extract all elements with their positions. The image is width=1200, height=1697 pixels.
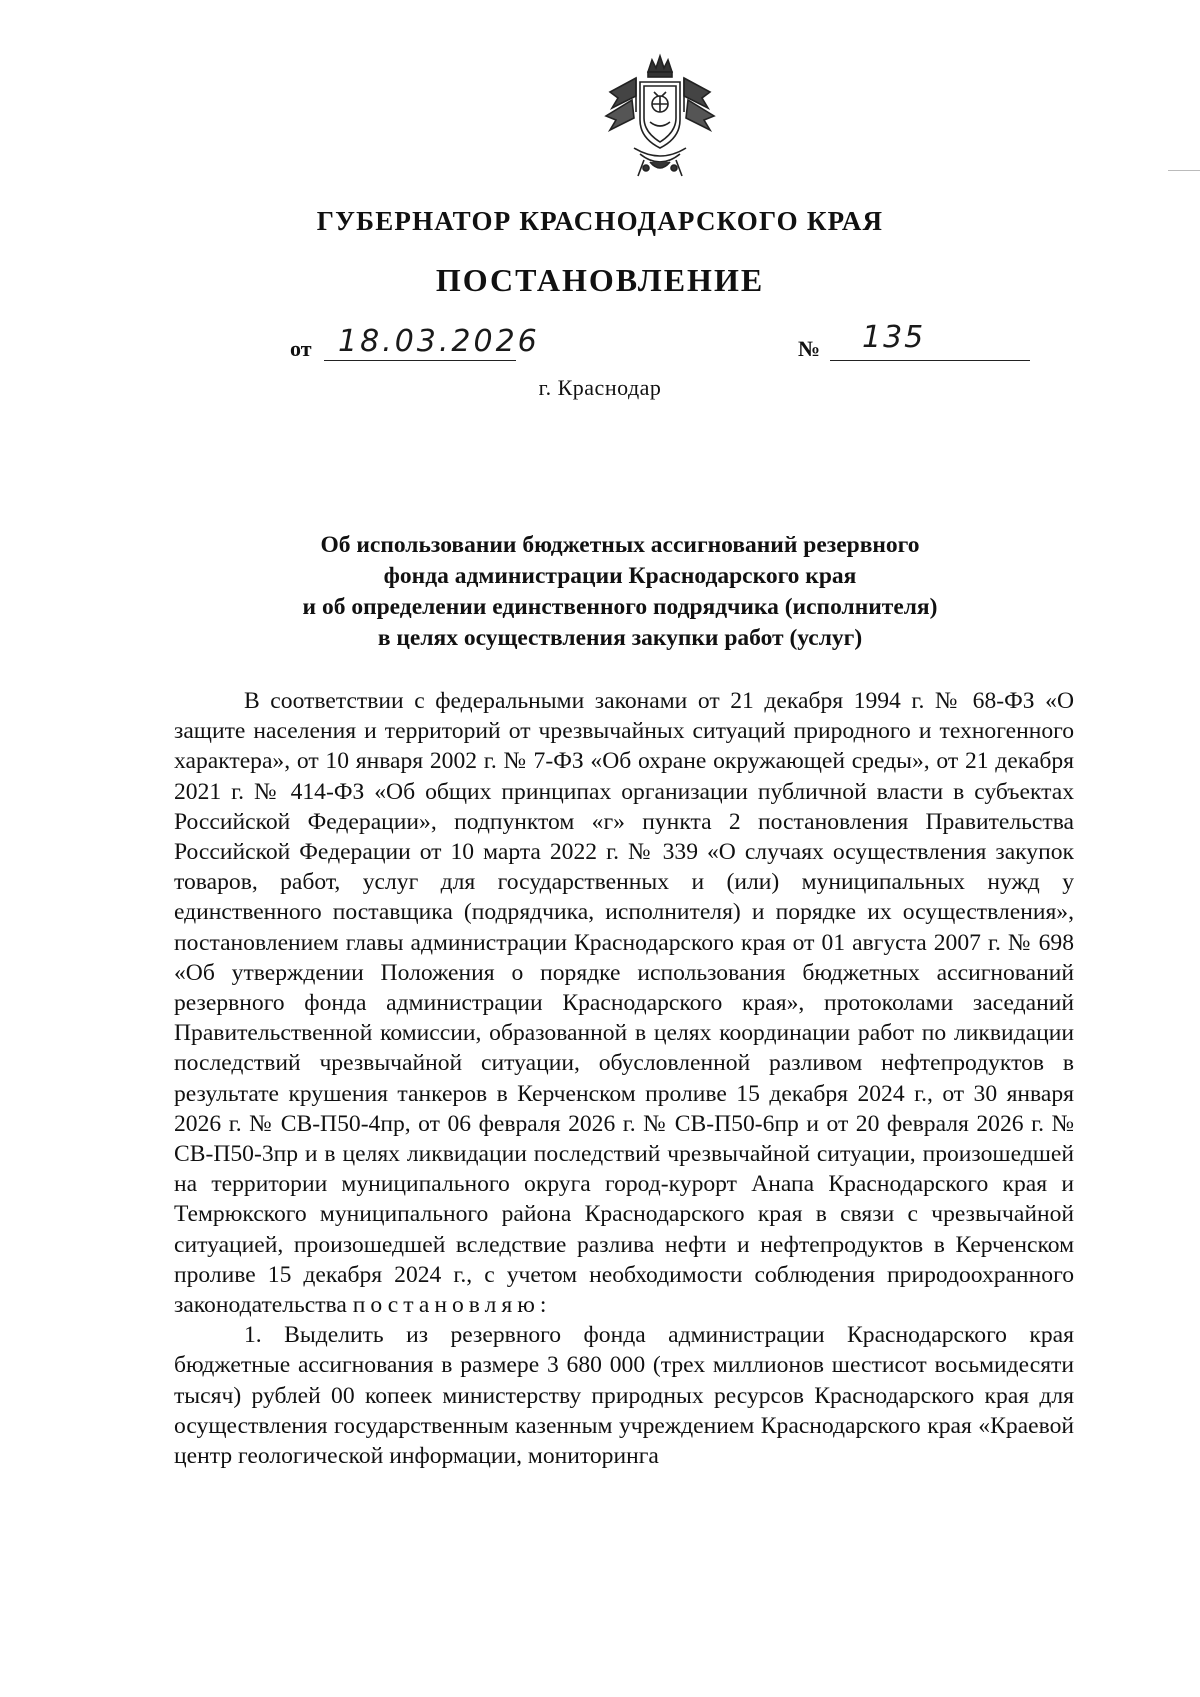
document-body bbox=[174, 686, 1074, 1471]
resolution-keyword: постановляю: bbox=[352, 1292, 552, 1319]
date-label: от bbox=[290, 336, 312, 361]
scan-edge-mark bbox=[1168, 170, 1200, 171]
preamble-text: В соответствии с федеральными законами от 21 декабря 1994 г. № 68-ФЗ «О защите населения и территорий от чрезвычайных ситуаций природного и техногенного характера», от 10 января 2002 г. № 7-ФЗ «Об охране окружающей среды», от 21 декабря 2021 г. № 414-ФЗ «Об общих принципах организации публичной власти в субъектах Российской Федерации», подпунктом «г» пункта 2 постановления Правительства Российской Федерации от 10 марта 2022 г. № 339 «О случаях осуществления закупок товаров, работ, услуг для государственных и (или) муниципальных нужд у единственного поставщика (подрядчика, исполнителя) и порядке их осуществления», постановлением главы администрации Краснодарского края от 01 августа 2007 г. № 698 «Об утверждении Положения о порядке использования бюджетных ассигнований резервного фонда администрации Краснодарского края», протоколами заседаний Правительственной комиссии, образованной в целях координации работ по ликвидации последствий чрезвычайной ситуации, обусловленной разливом нефтепродуктов в результате крушения танкеров в Керченском проливе 15 декабря 2024 г., от 30 января 2026 г. № СВ-П50-4пр, от 06 февраля 2026 г. № СВ-П50-6пр и от 20 февраля 2026 г. № СВ-П50-3пр и в целях ликвидации последствий чрезвычайной ситуации, произошедшей на территории муниципального округа город-курорт Анапа Краснодарского края и Темрюкского муниципального района Краснодарского края в связи с чрезвычайной ситуацией, произошедшей вследствие разлива нефти и нефтепродуктов в Керченском проливе 15 декабря 2024 г., с учетом необходимости соблюдения природоохранного законодательства bbox=[174, 688, 1074, 1319]
subject-line: и об определении единственного подрядчика (исполнителя) bbox=[302, 594, 938, 620]
document-type-heading: ПОСТАНОВЛЕНИЕ bbox=[435, 262, 765, 298]
number-underline bbox=[830, 360, 1030, 361]
subject-line: Об использовании бюджетных ассигнований резервного bbox=[320, 532, 920, 558]
preamble-paragraph bbox=[174, 686, 1074, 1320]
item-1-paragraph bbox=[174, 1320, 1074, 1471]
item-1-text: 1. Выделить из резервного фонда администрации Краснодарского края бюджетные ассигнования в размере 3 680 000 (трех миллионов шестисот восьмидесяти тысяч) рублей 00 копеек министерству природных ресурсов Краснодарского края для осуществления государственным казенным учреждением Краснодарского края «Краевой центр геологической информации, мониторинга bbox=[174, 1322, 1074, 1470]
number-label: № bbox=[798, 336, 821, 361]
date-number-row bbox=[290, 320, 1030, 366]
subject-line: в целях осуществления закупки работ (услуг) bbox=[377, 625, 863, 651]
handwritten-date: 18.03.2026 bbox=[338, 324, 540, 359]
subject-line: фонда администрации Краснодарского края bbox=[383, 563, 857, 589]
city-line: г. Краснодар bbox=[538, 375, 662, 400]
document-subject bbox=[170, 530, 1070, 654]
handwritten-number: 135 bbox=[862, 320, 926, 355]
krasnodar-coat-of-arms-icon bbox=[600, 52, 720, 182]
issuing-authority: ГУБЕРНАТОР КРАСНОДАРСКОГО КРАЯ bbox=[316, 206, 884, 236]
date-underline bbox=[324, 360, 516, 361]
